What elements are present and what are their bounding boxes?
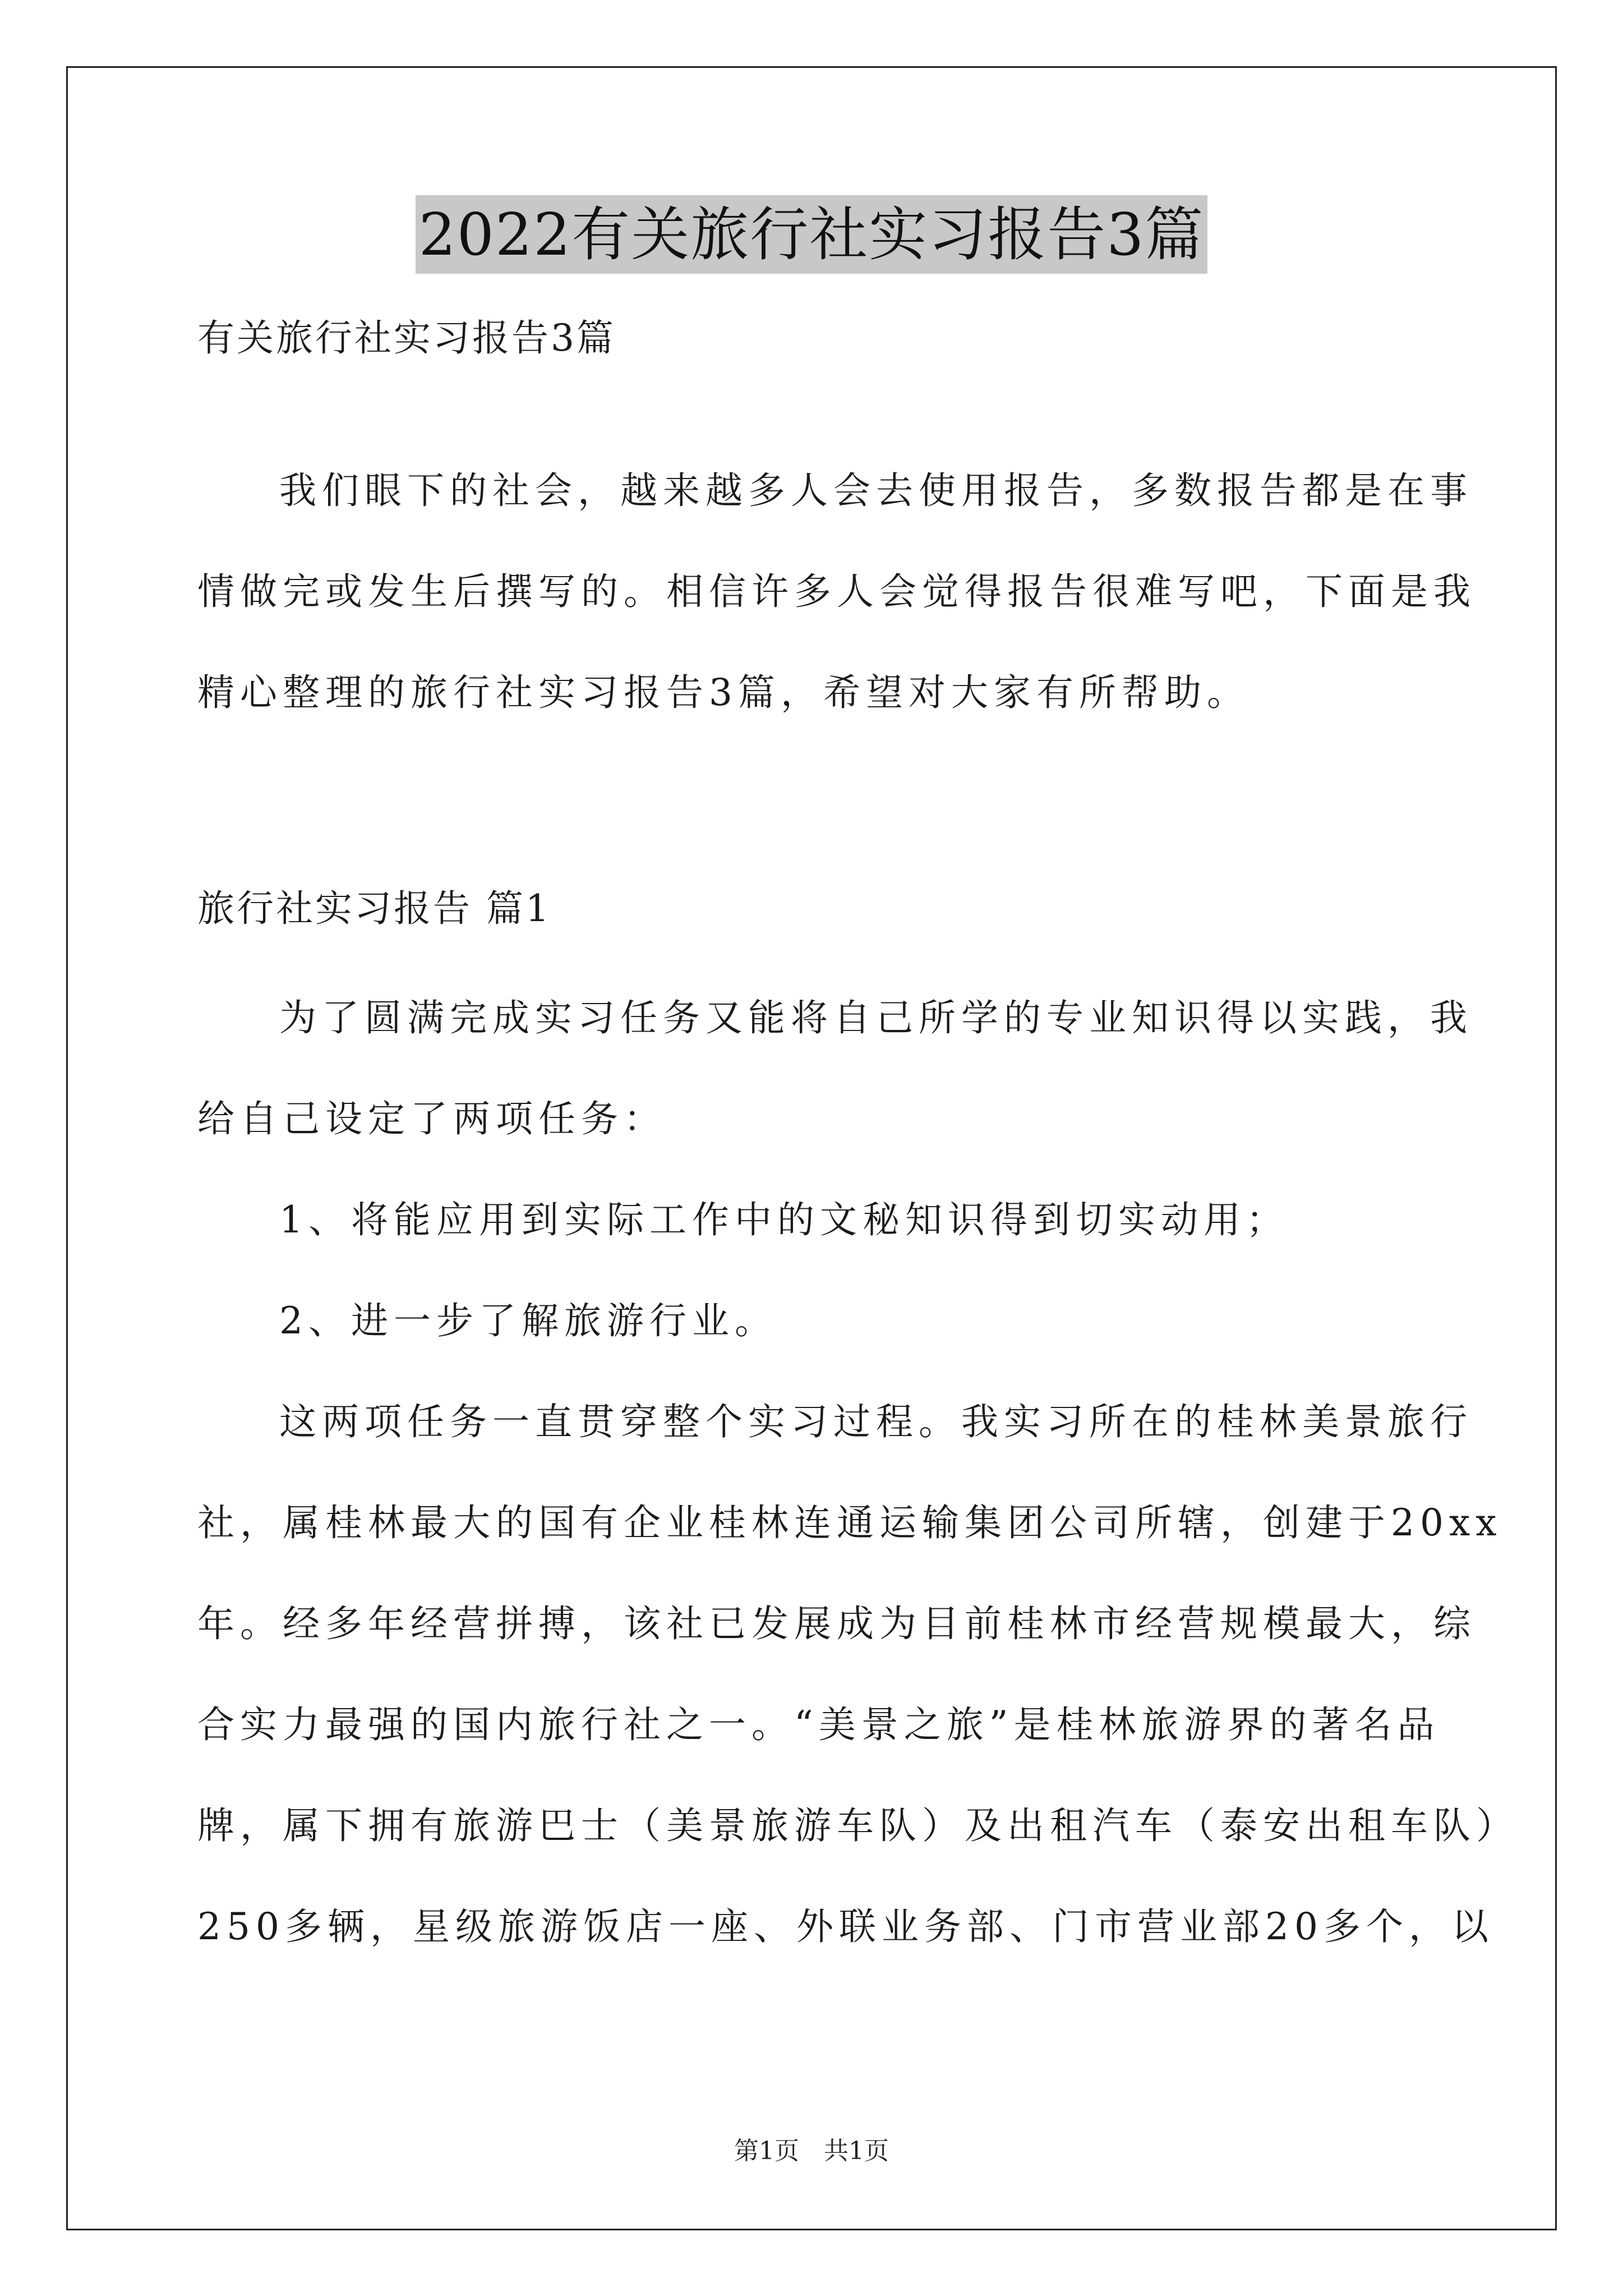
document-subtitle: 有关旅行社实习报告3篇 <box>197 316 616 360</box>
body-line: 这两项任务一直贯穿整个实习过程。我实习所在的桂林美景旅行 <box>279 1400 1473 1443</box>
page-number-footer: 第1页 共1页 <box>734 2137 889 2165</box>
body-line: 合实力最强的国内旅行社之一。“美景之旅”是桂林旅游界的著名品 <box>197 1703 1440 1746</box>
intro-line: 我们眼下的社会，越来越多人会去使用报告，多数报告都是在事 <box>279 469 1473 512</box>
body-line: 牌，属下拥有旅游巴士（美景旅游车队）及出租汽车（泰安出租车队） <box>197 1804 1519 1847</box>
section-heading: 旅行社实习报告 篇1 <box>197 887 551 930</box>
body-line: 1、将能应用到实际工作中的文秘知识得到切实动用； <box>279 1198 1289 1241</box>
title-container <box>0 195 1623 274</box>
body-line: 2、进一步了解旅游行业。 <box>279 1299 777 1342</box>
body-line: 社，属桂林最大的国有企业桂林连通运输集团公司所辖，创建于20xx <box>197 1501 1502 1544</box>
body-line: 为了圆满完成实习任务又能将自己所学的专业知识得以实践，我 <box>279 996 1473 1039</box>
document-title: 2022有关旅行社实习报告3篇 <box>416 195 1208 274</box>
body-line: 年。经多年经营拼搏，该社已发展成为目前桂林市经营规模最大，综 <box>197 1602 1476 1645</box>
body-line: 给自己设定了两项任务： <box>197 1097 666 1140</box>
intro-line: 情做完或发生后撰写的。相信许多人会觉得报告很难写吧，下面是我 <box>197 570 1476 613</box>
body-line: 250多辆，星级旅游饭店一座、外联业务部、门市营业部20多个，以 <box>197 1905 1494 1948</box>
intro-line: 精心整理的旅行社实习报告3篇，希望对大家有所帮助。 <box>197 671 1249 714</box>
